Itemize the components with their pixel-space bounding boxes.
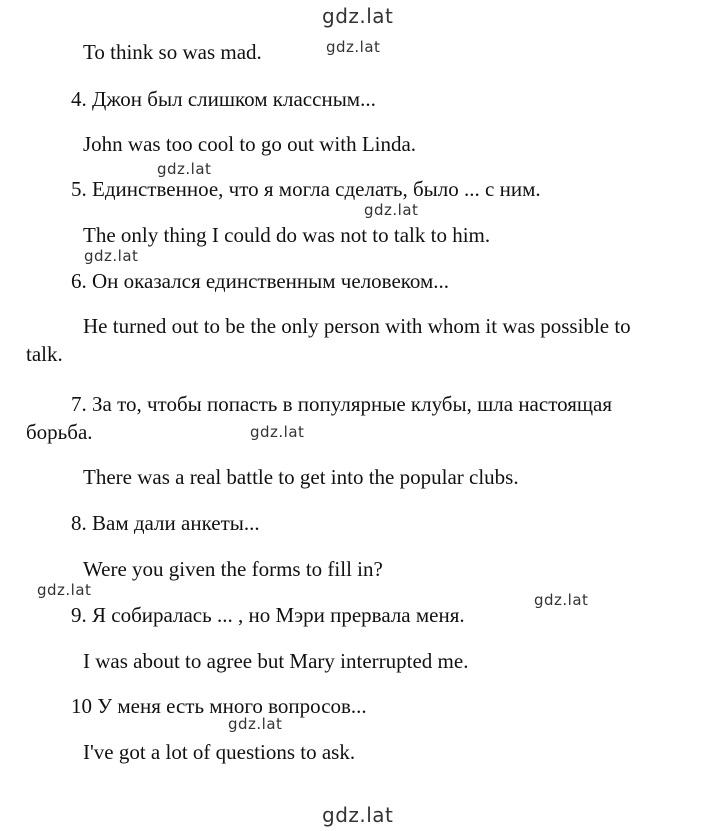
exercise-prompt: 7. За то, чтобы попасть в популярные клубы, шла настоящая xyxy=(71,392,613,416)
watermark: gdz.lat xyxy=(326,38,381,56)
exercise-prompt: 6. Он оказался единственным человеком... xyxy=(71,269,450,293)
exercise-prompt-continuation: борьба. xyxy=(26,420,93,444)
watermark: gdz.lat xyxy=(37,581,92,599)
watermark: gdz.lat xyxy=(250,423,305,441)
exercise-prompt: 5. Единственное, что я могла сделать, было ... с ним. xyxy=(71,177,541,201)
watermark: gdz.lat xyxy=(228,715,283,733)
answer-line: John was too cool to go out with Linda. xyxy=(83,132,417,156)
exercise-prompt: 4. Джон был слишком классным... xyxy=(71,87,376,111)
answer-line: I've got a lot of questions to ask. xyxy=(83,740,356,764)
answer-line: Were you given the forms to fill in? xyxy=(83,557,383,581)
watermark: gdz.lat xyxy=(534,591,589,609)
answer-line: I was about to agree but Mary interrupted me. xyxy=(83,649,469,673)
exercise-prompt: 8. Вам дали анкеты... xyxy=(71,511,260,535)
watermark: gdz.lat xyxy=(364,201,419,219)
answer-line-continuation: talk. xyxy=(26,342,63,366)
answer-line: To think so was mad. xyxy=(83,40,262,64)
exercise-prompt: 9. Я собиралась ... , но Мэри прервала меня. xyxy=(71,603,465,627)
watermark-top: gdz.lat xyxy=(322,4,394,28)
exercise-prompt: 10 У меня есть много вопросов... xyxy=(71,694,367,718)
answer-line: There was a real battle to get into the popular clubs. xyxy=(83,465,519,489)
answer-line: He turned out to be the only person with whom it was possible to xyxy=(83,314,631,338)
watermark: gdz.lat xyxy=(84,247,139,265)
answer-line: The only thing I could do was not to talk to him. xyxy=(83,223,491,247)
watermark: gdz.lat xyxy=(157,160,212,178)
watermark-bottom: gdz.lat xyxy=(322,803,394,827)
